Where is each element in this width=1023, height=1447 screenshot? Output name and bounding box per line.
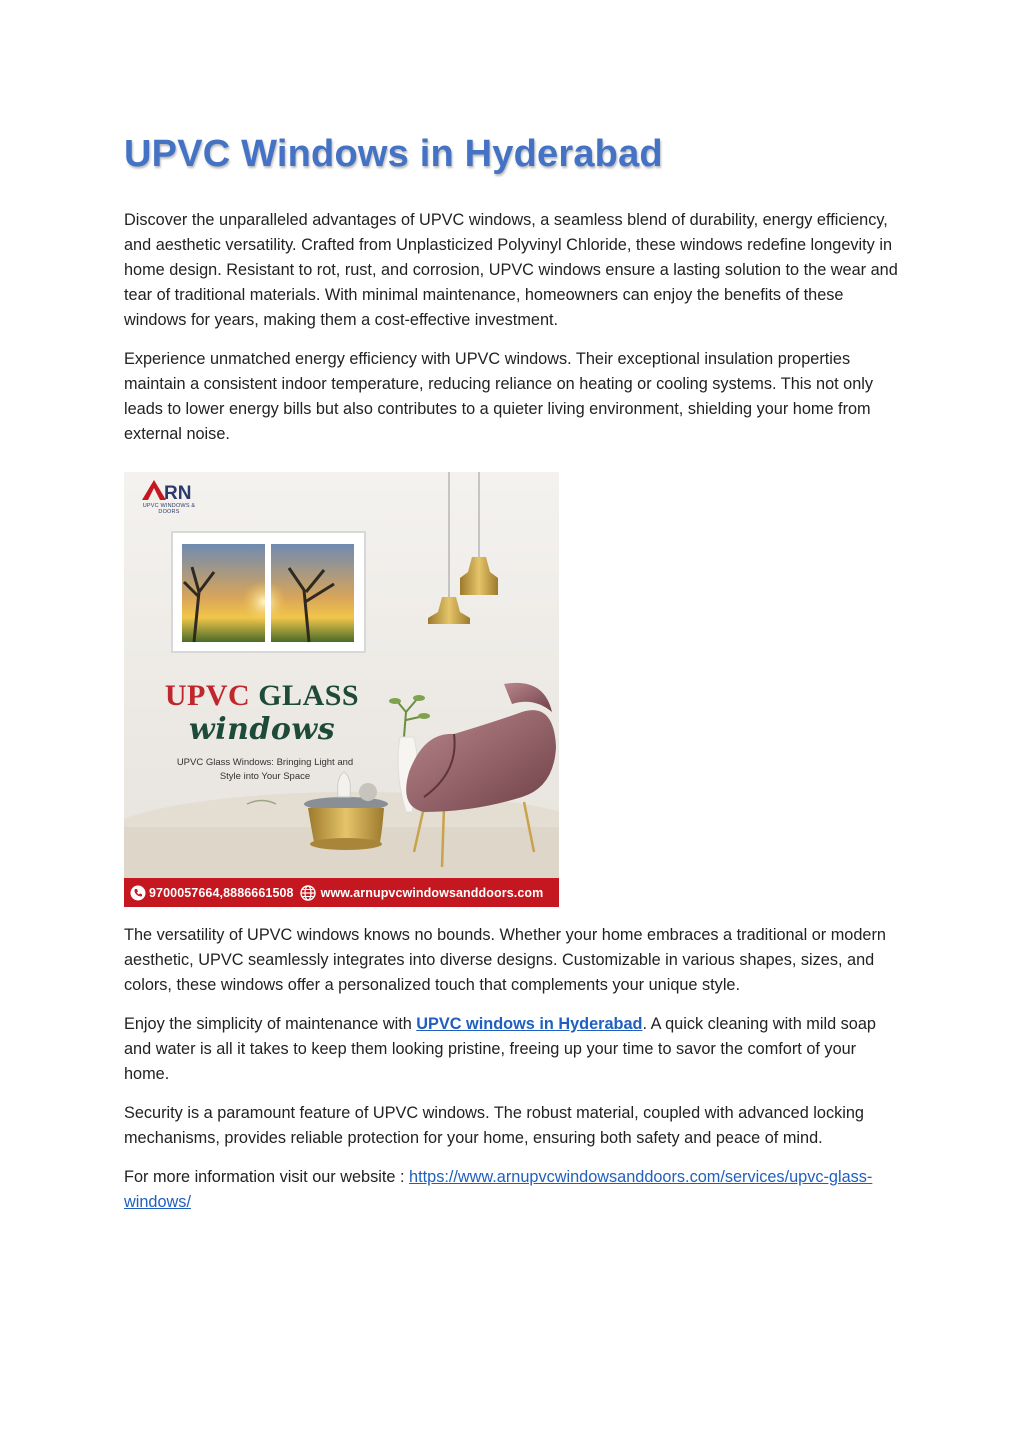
advert-script-title: windows (188, 712, 336, 747)
document-content (124, 128, 904, 1215)
page-title: UPVC Windows in Hyderabad (124, 133, 663, 175)
paragraph-maintenance (124, 1012, 904, 1087)
advert-contact-bar (124, 878, 559, 907)
paragraph-more-info (124, 1165, 904, 1215)
svg-text:RN: RN (164, 483, 192, 504)
advert-logo-subtext: UPVC WINDOWS & DOORS (142, 503, 196, 515)
advert-phone: 9700057664,8886661508 (149, 885, 294, 900)
advert-title-red: UPVC (164, 679, 251, 712)
more-info-lead: For more information visit our website : (124, 1168, 410, 1186)
phone-icon (130, 885, 146, 901)
globe-icon (300, 885, 316, 901)
website-url-link[interactable]: https://www.arnupvcwindowsanddoors.com/services/upvc-glass-windows/ (124, 1168, 873, 1211)
advert-image (124, 472, 559, 907)
paragraph-security: Security is a paramount feature of UPVC windows. The robust material, coupled with advanced locking mechanisms, provides reliable protection for your home, ensuring both safety and peace of mind. (124, 1104, 864, 1147)
paragraph-intro: Discover the unparalleled advantages of UPVC windows, a seamless blend of durability, energy efficiency, and aesthetic versatility. Crafted from Unplasticized Polyvinyl Chloride, these windows redefine longevity in home design. Resistant to rot, rust, and corrosion, UPVC windows ensure a lasting solution to the wear and tear of traditional materials. With minimal maintenance, homeowners can enjoy the benefits of these windows for years, making them a cost-effective investment. (124, 211, 898, 329)
advert-tagline: UPVC Glass Windows: Bringing Light and Style into Your Space (176, 757, 354, 782)
advert-title (124, 678, 400, 714)
paragraph-energy: Experience unmatched energy efficiency with UPVC windows. Their exceptional insulation properties maintain a consistent indoor temperature, reducing reliance on heating or cooling systems. This not only leads to lower energy bills but also contributes to a quieter living environment, shielding your home from external noise. (124, 350, 874, 443)
paragraph-maintenance-lead: Enjoy the simplicity of maintenance with (124, 1015, 417, 1033)
advert-website: www.arnupvcwindowsanddoors.com (320, 885, 544, 900)
paragraph-versatility: The versatility of UPVC windows knows no bounds. Whether your home embraces a traditional or modern aesthetic, UPVC seamlessly integrates into diverse designs. Customizable in various shapes, sizes, and colors, these windows offer a personalized touch that complements your unique style. (124, 926, 886, 994)
advert-title-green: GLASS (258, 679, 360, 712)
paragraph-maintenance-rest: . A quick cleaning with mild soap and water is all it takes to keep them looking pristine, freeing up your time to savor the comfort of your home. (124, 1015, 876, 1083)
upvc-windows-hyderabad-link[interactable]: UPVC windows in Hyderabad (416, 1015, 643, 1033)
